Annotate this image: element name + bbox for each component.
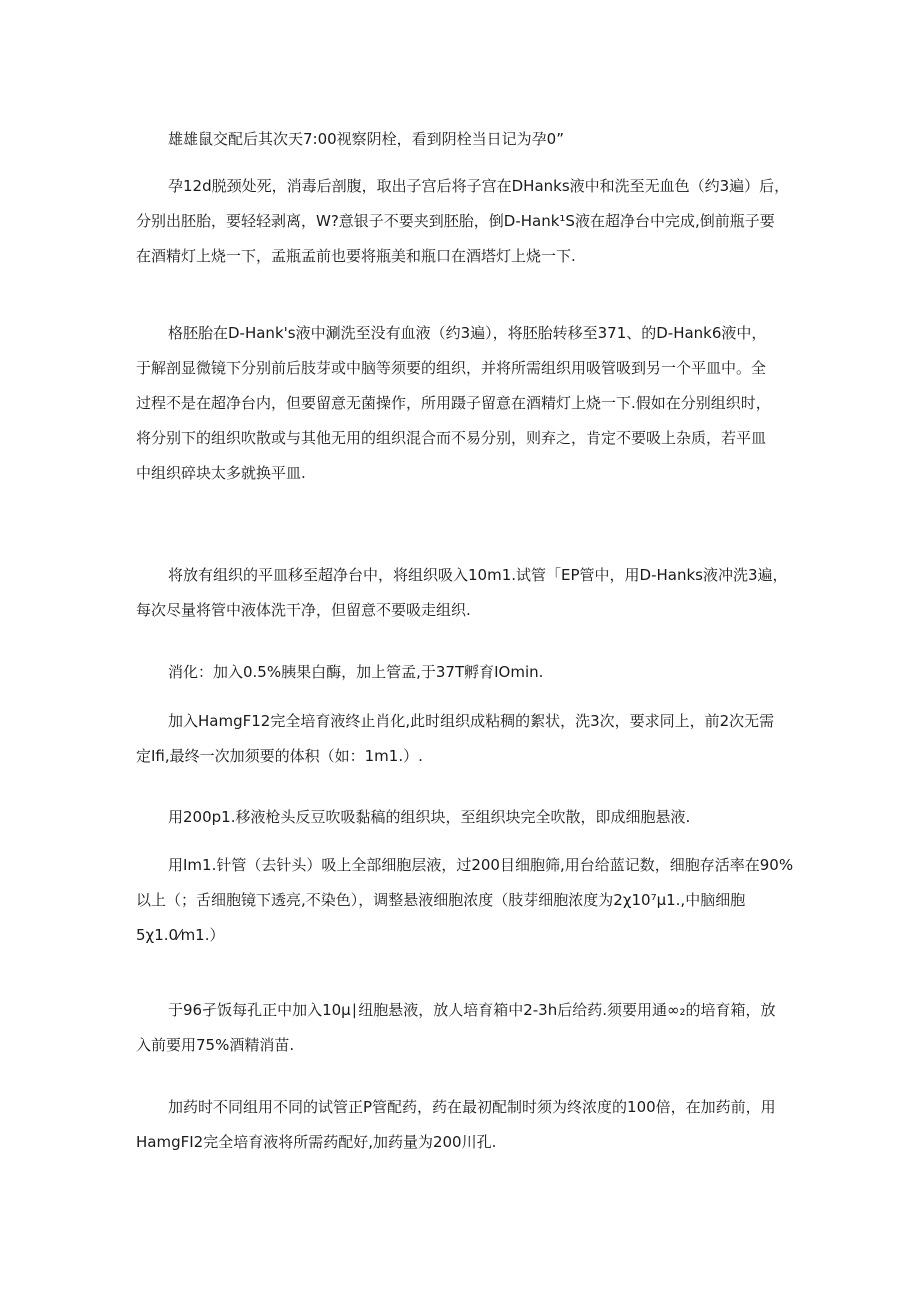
text-line: 入前要用75%酒精消苗.: [136, 1036, 295, 1054]
text-line: 5χ1.0⁄m1.）: [136, 926, 225, 944]
text-line: 于解剖显微镜下分别前后肢芽或中脑等须要的组织，并将所需组织用吸管吸到另一个平皿中。全: [136, 359, 767, 377]
text-line: 雄雄鼠交配后其次天7:00视察阴栓，看到阴栓当日记为孕0”: [168, 130, 565, 148]
text-line: 以上（；舌细胞镜下透亮,不染色），调整悬液细胞浓度（肢芽细胞浓度为2χ10⁷μ1.,中脑细胞: [136, 891, 746, 909]
paragraph-8: [136, 848, 794, 953]
text-line: 用200p1.移液枪头反豆吹吸黏稿的组织块，至组织块完全吹散，即成细胞悬液.: [168, 808, 691, 826]
text-line: 于96孑饭每孔正中加入10μ∣纽胞悬液，放人培育箱中2-3h后给药.须要用通∞₂的培育箱，放: [168, 1001, 776, 1019]
text-line: 加入HamgF12完全培育液终止肖化,此时组织成粘稠的絮状，洗3次，要求同上，前2次无需: [168, 712, 775, 730]
text-line: 将放有组织的平皿移至超净台中，将组织吸入10m1.试管「EP管中，用D-Hanks液冲洗3遍，: [168, 566, 788, 584]
paragraph-6: [136, 704, 786, 774]
text-line: 加药时不同组用不同的试管正P管配药，药在最初配制时须为终浓度的100倍，在加药前，用: [168, 1098, 776, 1116]
paragraph-4: [136, 558, 786, 628]
paragraph-2: [136, 169, 790, 274]
text-line: 在酒精灯上烧一下，孟瓶孟前也要将瓶美和瓶口在酒塔灯上烧一下.: [136, 247, 576, 265]
text-line: 每次尽量将管中液体洗干净，但留意不要吸走组织.: [136, 601, 471, 619]
text-line: HamgFI2完全培育液将所需药配好,加药量为200川孔.: [136, 1133, 497, 1151]
text-line: 定Ifi,最终一次加须要的体积（如：1m1.）.: [136, 747, 423, 765]
paragraph-10: [136, 1090, 786, 1160]
paragraph-5: [136, 655, 786, 690]
paragraph-9: [136, 993, 786, 1063]
text-line: 将分别下的组织吹散或与其他无用的组织混合而不易分别，则弃之，肯定不要吸上杂质，若平皿: [136, 429, 767, 447]
text-line: 消化：加入0.5%胰果白酶，加上管孟,于37T孵育IOmin.: [168, 663, 544, 681]
text-line: 孕12d脱颈处死，消毒后剖腹，取出子宫后将子宫在DHanks液中和洗至无血色（约3遍）后，: [168, 177, 790, 195]
text-line: 格胚胎在D-Hank's液中涮洗至没有血液（约3遍），将胚胎转移至371、的D-Hank6液中，: [168, 324, 767, 342]
paragraph-3: [136, 316, 786, 491]
paragraph-7: [136, 800, 786, 835]
text-line: 过程不是在超净台内，但要留意无菌操作，所用蹑子留意在酒精灯上烧一下.假如在分别组织时，: [136, 394, 771, 412]
paragraph-1: [136, 122, 786, 157]
text-line: 分别出胚胎，要轻轻剥离，W?意银子不要夹到胚胎，倒D-Hank¹S液在超净台中完成,倒前瓶子要: [136, 212, 775, 230]
text-line: 用Im1.针管（去针头）吸上全部细胞层液，过200目细胞筛,用台给蓝记数，细胞存活率在90%: [168, 856, 794, 874]
text-line: 中组织碎块太多就换平皿.: [136, 464, 306, 482]
